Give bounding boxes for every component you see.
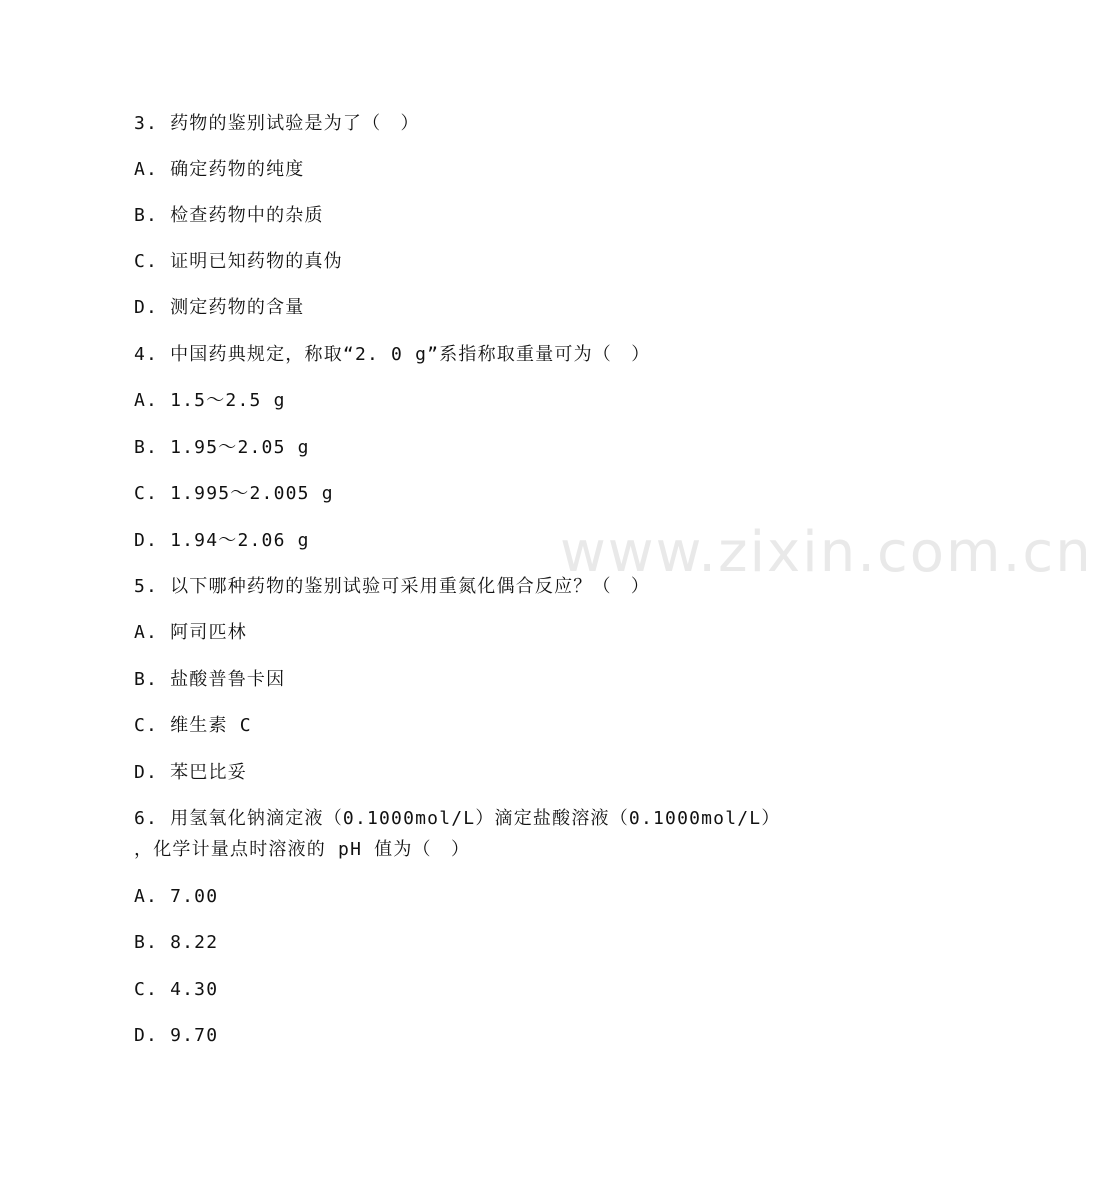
question-3-stem: 3. 药物的鉴别试验是为了（ ）: [134, 113, 420, 134]
question-3-option-d: D. 测定药物的含量: [134, 297, 305, 318]
watermark: www.zixin.com.cn: [560, 520, 1093, 585]
question-3-option-c: C. 证明已知药物的真伪: [134, 251, 343, 272]
question-6-option-d: D. 9.70: [134, 1025, 219, 1046]
question-5-option-a: A. 阿司匹林: [134, 622, 247, 643]
question-6-option-c: C. 4.30: [134, 979, 219, 1000]
question-3-option-b: B. 检查药物中的杂质: [134, 205, 324, 226]
question-5-option-d: D. 苯巴比妥: [134, 762, 247, 783]
question-5-stem: 5. 以下哪种药物的鉴别试验可采用重氮化偶合反应？（ ）: [134, 576, 651, 597]
question-5-option-c: C. 维生素 C: [134, 715, 252, 736]
question-6-stem: 6. 用氢氧化钠滴定液（0.1000mol/L）滴定盐酸溶液（0.1000mol/L）: [134, 808, 781, 829]
question-4-stem: 4. 中国药典规定，称取“2. 0 g”系指称取重量可为（ ）: [134, 344, 651, 365]
question-4-option-b: B. 1.95～2.05 g: [134, 437, 310, 458]
question-6-option-a: A. 7.00: [134, 886, 219, 907]
question-6-stem-continued: ，化学计量点时溶液的 pH 值为（ ）: [134, 839, 471, 860]
question-5-option-b: B. 盐酸普鲁卡因: [134, 669, 286, 690]
question-4-option-d: D. 1.94～2.06 g: [134, 530, 310, 551]
question-4-option-a: A. 1.5～2.5 g: [134, 390, 286, 411]
question-3-option-a: A. 确定药物的纯度: [134, 159, 305, 180]
question-4-option-c: C. 1.995～2.005 g: [134, 483, 334, 504]
question-6-option-b: B. 8.22: [134, 932, 219, 953]
